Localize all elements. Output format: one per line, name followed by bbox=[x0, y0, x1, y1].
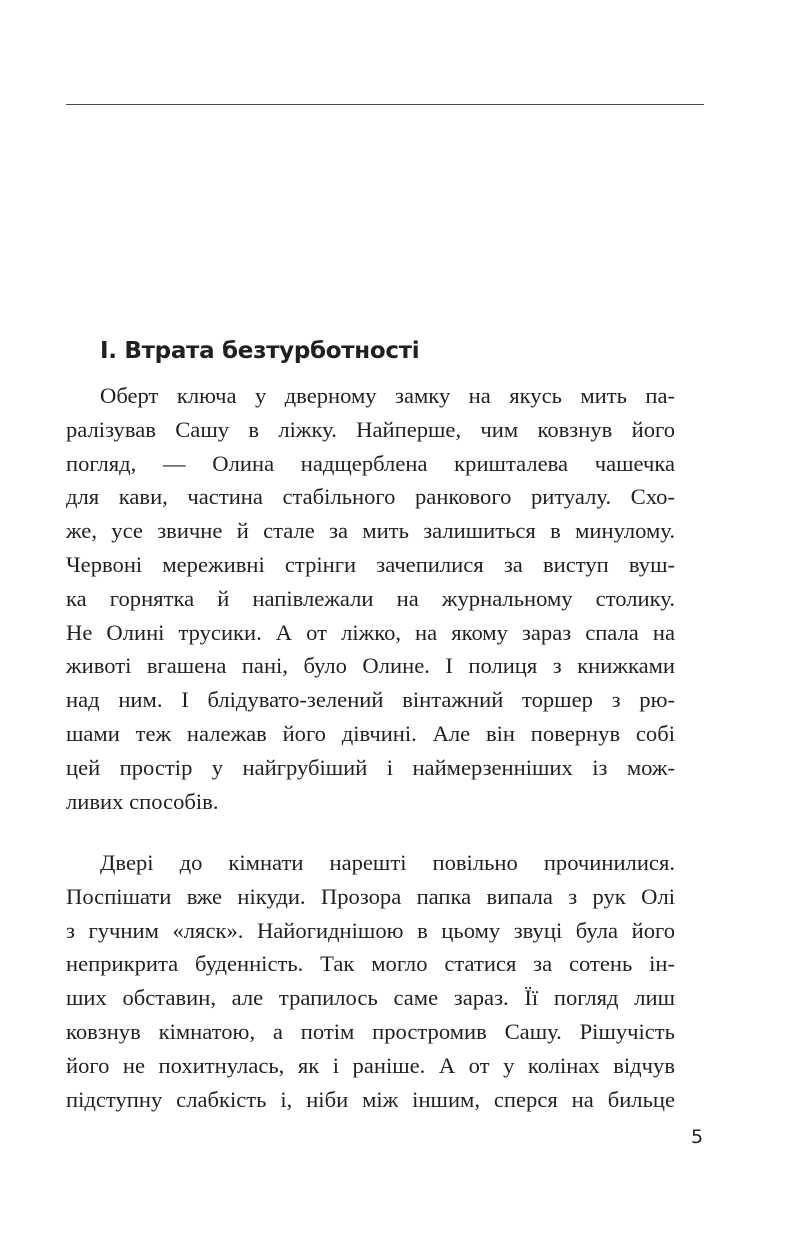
text-line: цей простір у найгрубіший і наймерзенніших із мож- bbox=[66, 754, 675, 780]
text-line: Двері до кімнати нарешті повільно прочинилися. bbox=[100, 850, 675, 875]
text-line: шами теж належав його дівчині. Але він повернув собі bbox=[66, 720, 675, 746]
text-line: животі вгашена пані, було Олине. І полиця з книжками bbox=[66, 653, 675, 679]
text-line: ралізував Сашу в ліжку. Найперше, чим ковзнув його bbox=[66, 416, 675, 442]
text-line: неприкрита буденність. Так могло статися за сотень ін- bbox=[66, 951, 675, 977]
text-line: його не похитнулась, як і раніше. А от у колінах відчув bbox=[66, 1052, 675, 1078]
text-line: Оберт ключа у дверному замку на якусь мить па- bbox=[100, 383, 675, 408]
text-line: ковзнув кімнатою, а потім простромив Сашу. Рішучість bbox=[66, 1018, 675, 1044]
page-number: 5 bbox=[691, 1126, 704, 1148]
text-line: Червоні мереживні стрінги зачепилися за виступ вуш- bbox=[66, 551, 675, 577]
paragraph-1 bbox=[66, 379, 675, 818]
text-line: ливих способів. bbox=[66, 788, 219, 814]
text-line: над ним. І блідувато-зелений вінтажний торшер з рю- bbox=[66, 687, 675, 713]
text-line: для кави, частина стабільного ранкового ритуалу. Схо- bbox=[66, 484, 675, 510]
text-line: з гучним «ляск». Найогиднішою в цьому звуці була його bbox=[66, 917, 675, 943]
text-line: погляд, — Олина надщерблена кришталева чашечка bbox=[66, 450, 675, 476]
text-line: підступну слабкість і, ніби між іншим, сперся на бильце bbox=[66, 1086, 675, 1112]
header-rule bbox=[66, 104, 704, 105]
text-line: Не Олині трусики. А от ліжко, на якому зараз спала на bbox=[66, 619, 675, 645]
text-line: Поспішати вже нікуди. Прозора папка випала з рук Олі bbox=[66, 883, 675, 909]
chapter-title: I. Втрата безтурботності bbox=[100, 338, 420, 364]
text-line: ших обставин, але трапилось саме зараз. Її погляд лиш bbox=[66, 985, 675, 1011]
text-line: ка горнятка й напівлежали на журнальному столику. bbox=[66, 585, 675, 611]
text-line: же, усе звичне й стале за мить залишиться в минулому. bbox=[66, 518, 675, 544]
paragraph-2 bbox=[66, 846, 675, 1116]
